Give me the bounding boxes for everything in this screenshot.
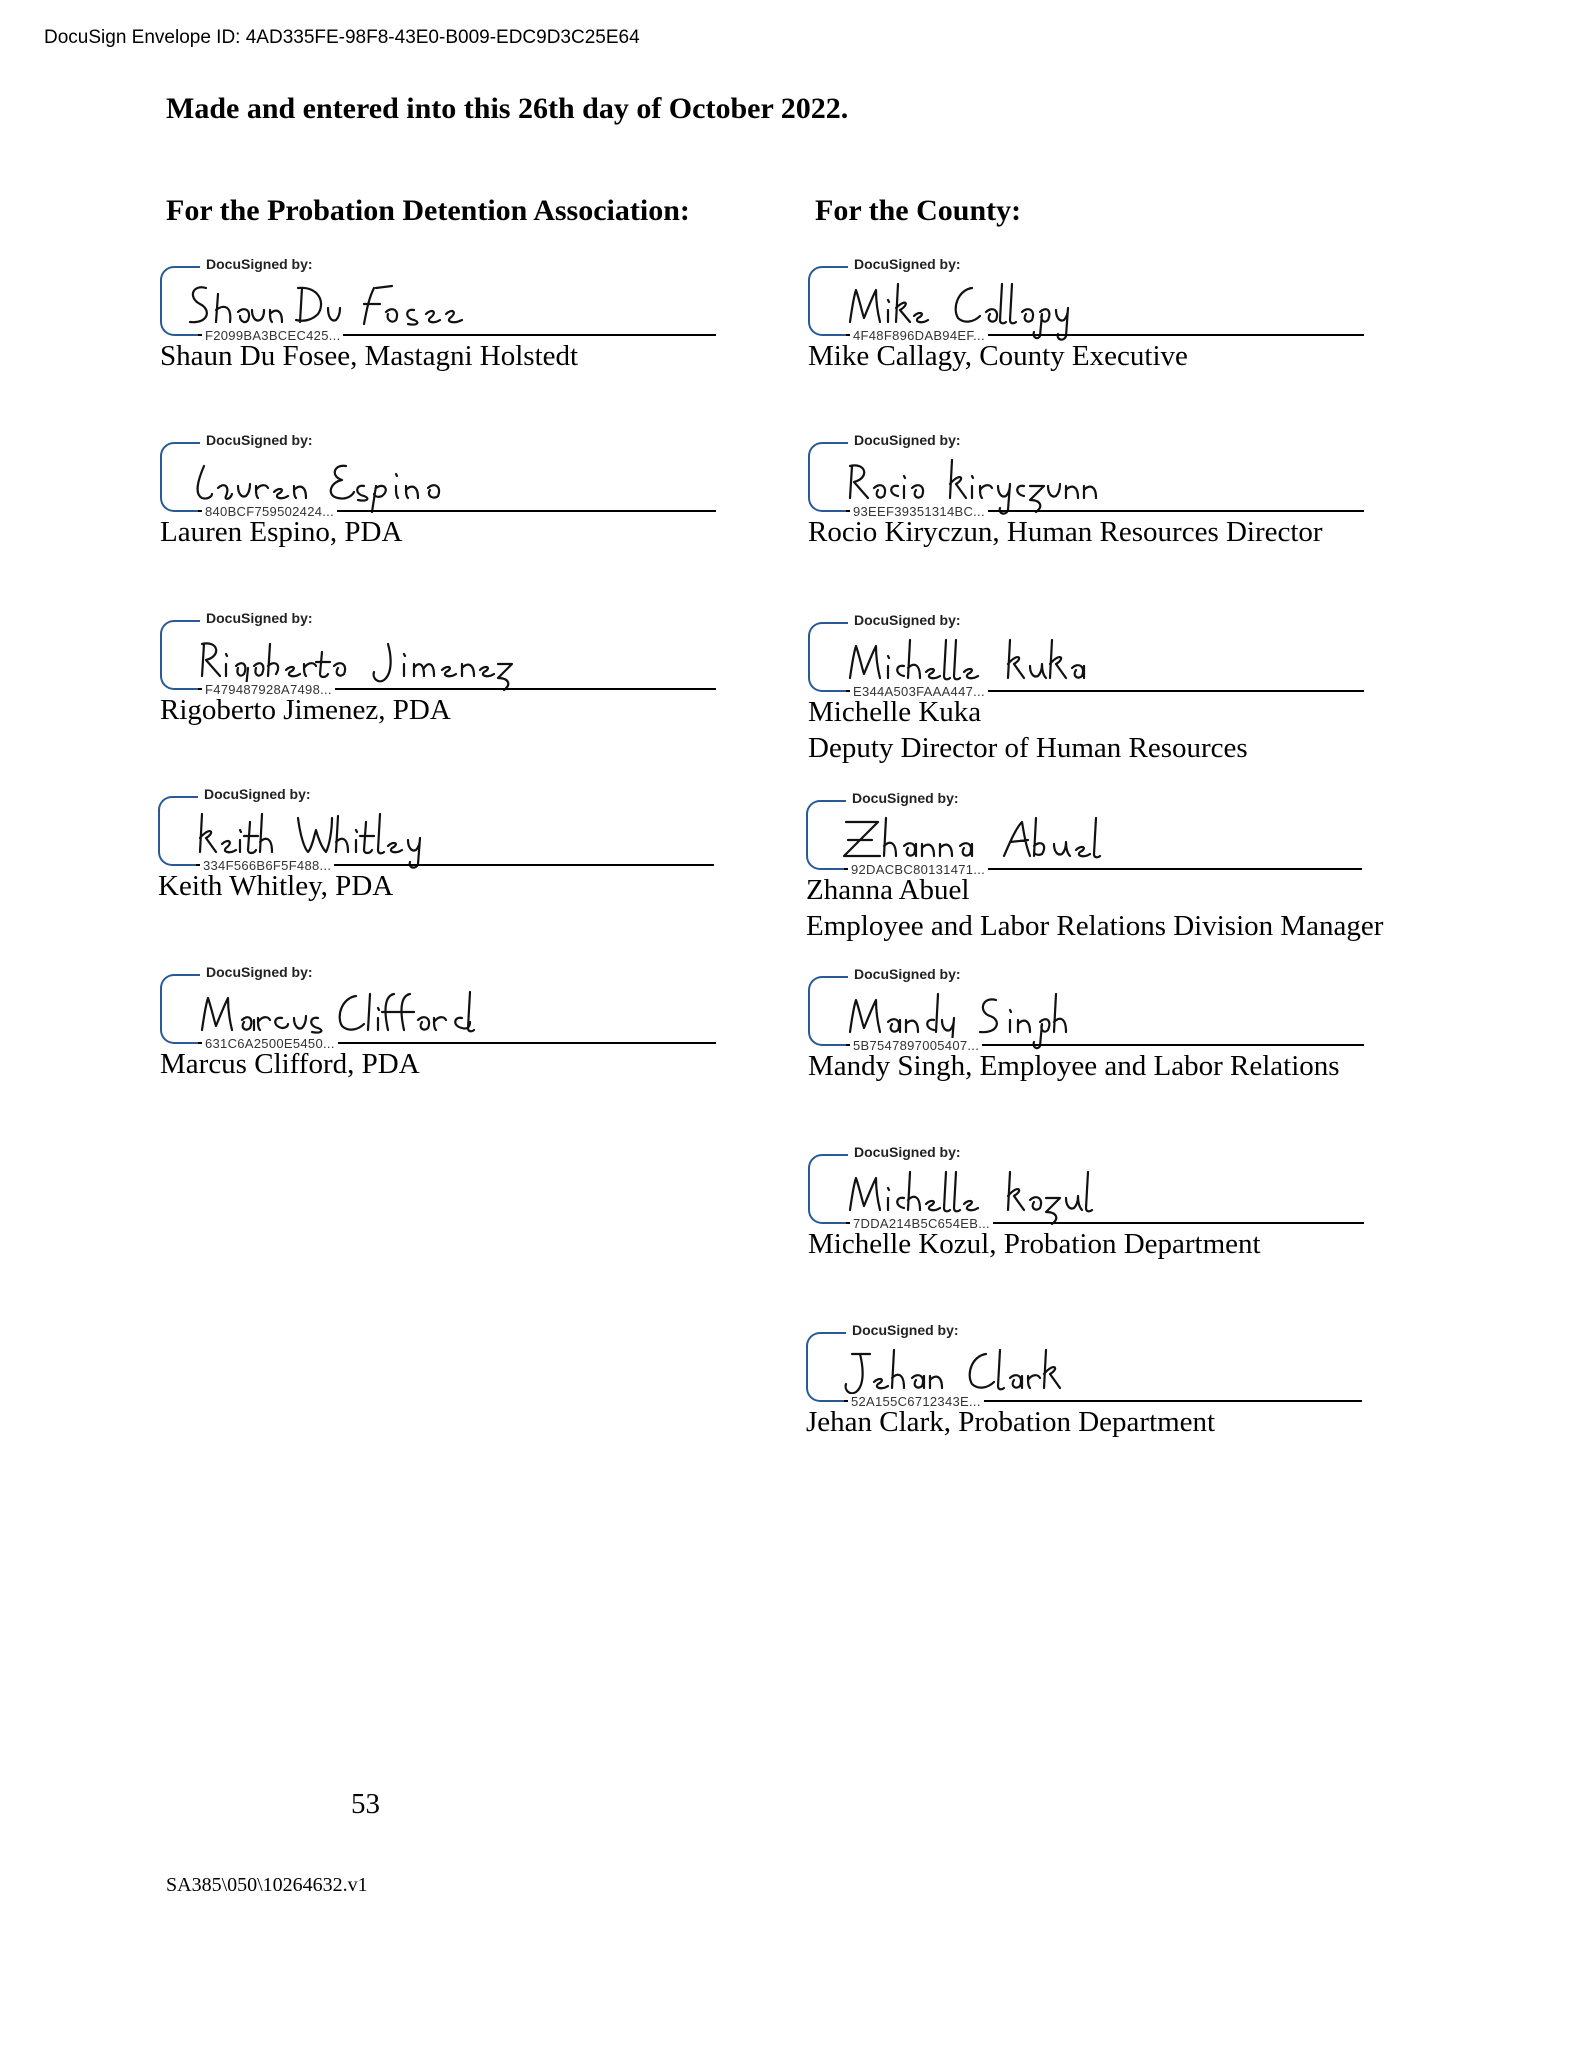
signer-hash: 334F566B6F5F488...: [200, 858, 334, 873]
docusigned-label: DocuSigned by:: [202, 432, 317, 448]
page-number: 53: [351, 1788, 380, 1820]
signer-name: Shaun Du Fosee, Mastagni Holstedt: [160, 340, 579, 372]
signer-hash: 92DACBC80131471...: [848, 862, 988, 877]
signer-name: Michelle Kuka: [808, 696, 982, 728]
document-id: SA385\050\10264632.v1: [166, 1874, 368, 1896]
docusigned-label: DocuSigned by:: [202, 256, 317, 272]
signer-hash: 4F48F896DAB94EF...: [850, 328, 988, 343]
signature-block-jehan-clark: [806, 1322, 1366, 1482]
signature-block-lauren-espino: [160, 432, 720, 592]
docusigned-label: DocuSigned by:: [850, 432, 965, 448]
signer-name: Mandy Singh, Employee and Labor Relations: [808, 1050, 1340, 1082]
right-column-heading: For the County:: [815, 194, 1022, 227]
docusigned-label: DocuSigned by:: [848, 1322, 963, 1338]
signature-block-zhanna-abuel: [806, 790, 1384, 950]
signer-hash: 52A155C6712343E...: [848, 1394, 984, 1409]
signer-name: Keith Whitley, PDA: [158, 870, 394, 902]
signer-name: Rigoberto Jimenez, PDA: [160, 694, 451, 726]
signer-hash: 7DDA214B5C654EB...: [850, 1216, 993, 1231]
signer-name: Jehan Clark, Probation Department: [806, 1406, 1216, 1438]
signature-block-michelle-kozul: [808, 1144, 1368, 1304]
signer-hash: 93EEF39351314BC...: [850, 504, 988, 519]
signature-block-rigoberto-jimenez: [160, 610, 720, 770]
signer-name: Rocio Kiryczun, Human Resources Director: [808, 516, 1323, 548]
signer-name: Zhanna Abuel: [806, 874, 970, 906]
docusigned-label: DocuSigned by:: [202, 610, 317, 626]
signer-hash: F479487928A7498...: [202, 682, 335, 697]
envelope-id: DocuSign Envelope ID: 4AD335FE-98F8-43E0-B009-EDC9D3C25E64: [44, 27, 640, 48]
docusigned-label: DocuSigned by:: [850, 256, 965, 272]
docusigned-label: DocuSigned by:: [202, 964, 317, 980]
signer-name: Lauren Espino, PDA: [160, 516, 403, 548]
docusigned-label: DocuSigned by:: [850, 966, 965, 982]
signature-block-rocio-kiryczun: [808, 432, 1368, 592]
signer-hash: F2099BA3BCEC425...: [202, 328, 343, 343]
signer-name: Marcus Clifford, PDA: [160, 1048, 420, 1080]
signature-block-michelle-kuka: [808, 612, 1368, 772]
left-column-heading: For the Probation Detention Association:: [166, 194, 690, 227]
signature-block-mandy-singh: [808, 966, 1368, 1126]
signer-hash: E344A503FAAA447...: [850, 684, 988, 699]
signer-name: Mike Callagy, County Executive: [808, 340, 1188, 372]
signature-block-keith-whitley: [158, 786, 718, 946]
signer-name: Michelle Kozul, Probation Department: [808, 1228, 1261, 1260]
signature-block-shaun-du-fosee: [160, 256, 720, 416]
made-and-entered-text: Made and entered into this 26th day of October 2022.: [166, 92, 849, 125]
signer-hash: 840BCF759502424...: [202, 504, 337, 519]
signature-block-mike-callagy: [808, 256, 1368, 416]
docusigned-label: DocuSigned by:: [850, 612, 965, 628]
docusigned-label: DocuSigned by:: [848, 790, 963, 806]
docusigned-label: DocuSigned by:: [850, 1144, 965, 1160]
signer-title: Employee and Labor Relations Division Manager: [806, 910, 1384, 942]
signer-hash: 631C6A2500E5450...: [202, 1036, 338, 1051]
signer-title: Deputy Director of Human Resources: [808, 732, 1248, 764]
signer-hash: 5B7547897005407...: [850, 1038, 982, 1053]
docusigned-label: DocuSigned by:: [200, 786, 315, 802]
signature-block-marcus-clifford: [160, 964, 720, 1124]
